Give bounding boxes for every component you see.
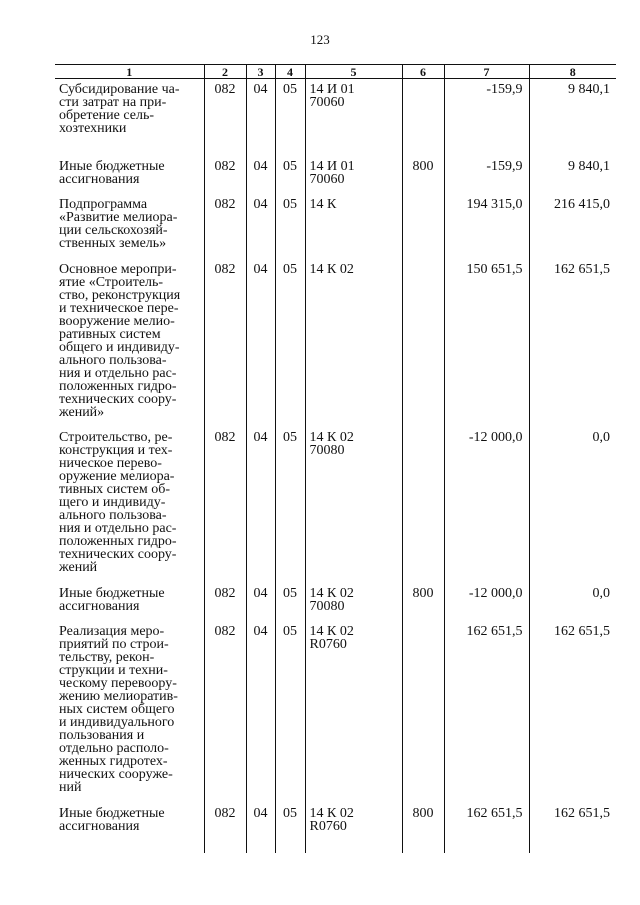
cell-total-amount [529, 803, 616, 853]
table-row [55, 427, 616, 583]
cell-change-amount [444, 583, 529, 621]
cell-total-amount-text: 0,0 [592, 429, 610, 445]
cell-target-article-text: 14 К 02 [309, 261, 354, 277]
table-row [55, 194, 616, 259]
cell-subsection-code [275, 583, 305, 621]
cell-target-article-text: 14 К 02 R0760 [309, 805, 354, 834]
cell-subsection-code [275, 259, 305, 427]
cell-subsection-code-text: 05 [283, 429, 297, 445]
cell-total-amount [529, 79, 616, 156]
column-header: 5 [305, 65, 402, 79]
cell-section-code-text: 04 [253, 585, 268, 601]
cell-ministry-code-text: 082 [214, 158, 236, 174]
cell-ministry-code [204, 427, 246, 583]
cell-target-article [305, 259, 402, 427]
cell-total-amount-text: 162 651,5 [554, 805, 610, 821]
cell-total-amount [529, 427, 616, 583]
column-header: 2 [204, 65, 246, 79]
cell-target-article [305, 194, 402, 259]
cell-section-code [246, 621, 275, 803]
cell-target-article-text: 14 И 01 70060 [309, 82, 355, 110]
budget-table [55, 64, 616, 853]
cell-item-name-text: Подпрограмма «Развитие мелиора- ции сельскохозяй- ственных земель» [59, 196, 178, 251]
cell-section-code-text: 04 [253, 196, 268, 212]
cell-item-name [55, 621, 204, 803]
cell-ministry-code [204, 79, 246, 156]
cell-ministry-code [204, 259, 246, 427]
column-header: 3 [246, 65, 275, 79]
cell-subsection-code [275, 194, 305, 259]
cell-item-name-text: Иные бюджетные ассигнования [59, 805, 165, 834]
cell-item-name [55, 194, 204, 259]
table-row [55, 156, 616, 194]
cell-subsection-code [275, 621, 305, 803]
table-row [55, 583, 616, 621]
cell-item-name [55, 427, 204, 583]
cell-total-amount-text: 0,0 [592, 585, 610, 601]
cell-ministry-code [204, 583, 246, 621]
cell-expense-type [402, 621, 444, 803]
cell-section-code-text: 04 [253, 429, 268, 445]
cell-subsection-code [275, 803, 305, 853]
cell-change-amount-text: -159,9 [486, 82, 523, 97]
cell-ministry-code [204, 621, 246, 803]
cell-target-article [305, 583, 402, 621]
cell-section-code-text: 04 [253, 623, 268, 639]
cell-section-code [246, 194, 275, 259]
cell-target-article [305, 79, 402, 156]
cell-ministry-code [204, 156, 246, 194]
cell-item-name [55, 79, 204, 156]
cell-target-article-text: 14 К 02 70080 [309, 429, 354, 458]
cell-expense-type [402, 583, 444, 621]
cell-target-article-text: 14 К 02 R0760 [309, 623, 354, 652]
cell-ministry-code-text: 082 [214, 196, 236, 212]
table-row [55, 259, 616, 427]
cell-item-name-text: Субсидирование ча- сти затрат на при- обретение сель- хозтехники [59, 82, 180, 136]
cell-ministry-code-text: 082 [214, 585, 236, 601]
cell-expense-type-text: 800 [412, 585, 434, 601]
cell-subsection-code-text: 05 [283, 82, 297, 97]
cell-subsection-code-text: 05 [283, 196, 297, 212]
column-header: 8 [529, 65, 616, 79]
cell-total-amount-text: 162 651,5 [554, 261, 610, 277]
cell-expense-type [402, 427, 444, 583]
cell-item-name [55, 156, 204, 194]
cell-change-amount-text: 150 651,5 [466, 261, 523, 277]
cell-target-article-text: 14 К 02 70080 [309, 585, 354, 614]
cell-section-code-text: 04 [253, 82, 268, 97]
cell-expense-type [402, 259, 444, 427]
cell-ministry-code [204, 803, 246, 853]
cell-total-amount [529, 621, 616, 803]
cell-expense-type [402, 156, 444, 194]
cell-ministry-code-text: 082 [214, 805, 236, 821]
cell-item-name-text: Иные бюджетные ассигнования [59, 158, 165, 187]
cell-section-code [246, 259, 275, 427]
cell-subsection-code-text: 05 [283, 585, 297, 601]
cell-subsection-code-text: 05 [283, 805, 297, 821]
cell-section-code [246, 156, 275, 194]
cell-subsection-code-text: 05 [283, 261, 297, 277]
cell-change-amount-text: 194 315,0 [466, 196, 523, 212]
cell-target-article [305, 427, 402, 583]
cell-ministry-code [204, 194, 246, 259]
column-header: 1 [55, 65, 204, 79]
cell-subsection-code-text: 05 [283, 623, 297, 639]
cell-expense-type [402, 194, 444, 259]
cell-total-amount-text: 216 415,0 [554, 196, 610, 212]
cell-change-amount [444, 803, 529, 853]
cell-total-amount-text: 9 840,1 [568, 158, 610, 174]
table-row [55, 79, 616, 156]
column-header: 6 [402, 65, 444, 79]
cell-change-amount-text: 162 651,5 [466, 805, 523, 821]
cell-target-article-text: 14 К [309, 196, 337, 212]
table-header-row [55, 65, 616, 79]
cell-item-name-text: Строительство, ре- конструкция и тех- ническое перево- оружение мелиора- тивных систем об- щего и индивиду- ального пользова- ния и отдельно рас- положенных гидро- технических соору- жений [59, 429, 177, 575]
cell-expense-type-text: 800 [412, 158, 434, 174]
cell-change-amount [444, 79, 529, 156]
cell-target-article [305, 156, 402, 194]
cell-item-name-text: Иные бюджетные ассигнования [59, 585, 165, 614]
cell-total-amount [529, 259, 616, 427]
cell-change-amount-text: 162 651,5 [466, 623, 523, 639]
cell-ministry-code-text: 082 [214, 82, 236, 97]
cell-item-name-text: Основное меропри- ятие «Строитель- ство, реконструкция и техническое пере- вооружение мелио- ративных систем общего и индивиду- ального пользова- ния и отдельно рас- положенных гидро- технических соору- жений» [59, 261, 181, 420]
cell-item-name [55, 259, 204, 427]
cell-expense-type [402, 79, 444, 156]
cell-ministry-code-text: 082 [214, 429, 236, 445]
cell-section-code [246, 79, 275, 156]
cell-subsection-code [275, 79, 305, 156]
cell-section-code [246, 583, 275, 621]
cell-change-amount [444, 621, 529, 803]
cell-section-code-text: 04 [253, 805, 268, 821]
cell-section-code [246, 803, 275, 853]
cell-total-amount [529, 194, 616, 259]
cell-change-amount [444, 427, 529, 583]
cell-total-amount [529, 156, 616, 194]
cell-target-article [305, 621, 402, 803]
table-row [55, 803, 616, 853]
cell-change-amount [444, 259, 529, 427]
cell-item-name-text: Реализация меро- приятий по строи- тельству, рекон- струкции и техни- ческому перевоору- жению мелиоратив- ных систем общего и индивидуального пользования и отдельно располо- женных гидротех- нических сооруже- ний [59, 623, 178, 795]
cell-subsection-code [275, 156, 305, 194]
cell-total-amount-text: 9 840,1 [568, 82, 610, 97]
cell-target-article [305, 803, 402, 853]
cell-subsection-code [275, 427, 305, 583]
cell-change-amount [444, 194, 529, 259]
cell-expense-type-text: 800 [412, 805, 434, 821]
cell-ministry-code-text: 082 [214, 623, 236, 639]
cell-target-article-text: 14 И 01 70060 [309, 158, 355, 187]
cell-ministry-code-text: 082 [214, 261, 236, 277]
cell-change-amount-text: -12 000,0 [468, 429, 523, 445]
cell-total-amount-text: 162 651,5 [554, 623, 610, 639]
column-header: 4 [275, 65, 305, 79]
cell-change-amount-text: -12 000,0 [468, 585, 523, 601]
column-header: 7 [444, 65, 529, 79]
cell-total-amount [529, 583, 616, 621]
cell-section-code-text: 04 [253, 261, 268, 277]
cell-section-code-text: 04 [253, 158, 268, 174]
cell-change-amount [444, 156, 529, 194]
cell-change-amount-text: -159,9 [486, 158, 523, 174]
cell-item-name [55, 583, 204, 621]
cell-subsection-code-text: 05 [283, 158, 297, 174]
cell-section-code [246, 427, 275, 583]
table-row [55, 621, 616, 803]
cell-item-name [55, 803, 204, 853]
page-number: 123 [310, 32, 330, 47]
cell-expense-type [402, 803, 444, 853]
